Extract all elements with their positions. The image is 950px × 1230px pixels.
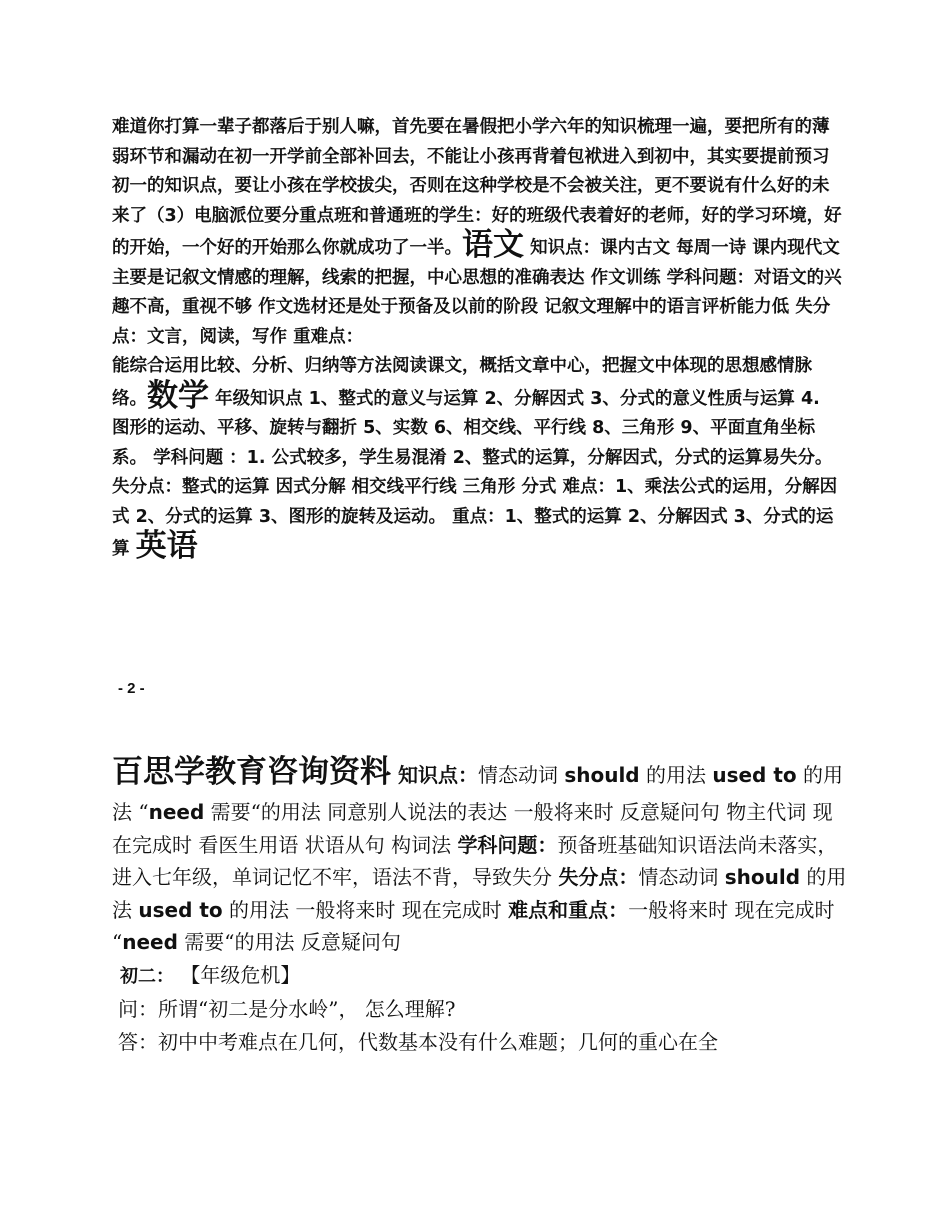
section-english — [112, 748, 847, 1058]
loss-points-text: 的用法 — [112, 865, 847, 922]
knowledge-label: 知识点： — [391, 763, 478, 787]
key-points-text: 需要“的用法 反意疑问句 — [177, 930, 401, 954]
knowledge-text: 的用法 “ — [112, 763, 843, 824]
intro-paragraph: 难道你打算一辈子都落后于别人嘛，首先要在暑假把小学六年的知识梳理一遍，要把所有的薄弱环节和漏动在初一开学前全部补回去，不能让小孩再背着包袱进入到初中，其实要提前预习初一的知识点，要让小孩在学校拔尖，否则在这种学校是不会被关注，更不要说有什么好的未来了（3）电脑派位要分重点班和普通班的学生：好的班级代表着好的老师，好的学习环境，好的开始，一个好的开始那么你就成功了一半。 — [112, 117, 842, 258]
question-line: 问：所谓“初二是分水岭”， 怎么理解? — [118, 997, 456, 1021]
math-text: 年级知识点 1、整式的意义与运算 2、分解因式 3、分式的意义性质与运算 4. 图形的运动、平移、旋转与翻折 5、实数 6、相交线、平行线 8、三角形 9、平面直角坐标系。 学科问题 ：1. 公式较多，学生易混淆 2、整式的运算，分解因式，分式的运算易失分。 失分点：整式的运算 因式分解 相交线平行线 三角形 分式 难点：1、乘法公式的运用，分解因式 2、分式的运算 3、图形的旋转及运动。 重点：1、整式的运算 2、分解因式 3、分式的运算 — [112, 388, 838, 559]
english-heading: 英语 — [135, 528, 198, 564]
knowledge-text: 情态动词 — [477, 763, 565, 787]
loss-points-label: 失分点： — [558, 865, 639, 889]
knowledge-text: 的用法 — [639, 763, 713, 787]
page-number: - 2 - — [118, 680, 145, 697]
loss-points-text: 情态动词 — [638, 865, 725, 889]
term-used-to: used to — [712, 763, 797, 787]
subject-issues-label: 学科问题： — [457, 832, 558, 857]
grade-label: 初二： — [120, 965, 174, 987]
section-chinese-math — [112, 113, 842, 565]
term-should: should — [724, 865, 801, 889]
term-should: should — [564, 763, 640, 787]
math-heading: 数学 — [147, 377, 209, 414]
term-need: need — [148, 800, 205, 824]
chinese-heading: 语文 — [462, 227, 524, 263]
knowledge-text: 需要“的用法 同意别人说法的表达 一般将来时 反意疑问句 物主代词 现在完成时 看医生用语 状语从句 构词法 — [112, 800, 833, 857]
doc-header: 百思学教育咨询资料 — [112, 754, 391, 790]
subject-issues-text: 预备班基础知识语法尚未落实，进入七年级，单词记忆不牢，语法不背，导致失分 — [112, 832, 838, 889]
answer-line: 答：初中中考难点在几何，代数基本没有什么难题；几何的重心在全 — [118, 1029, 718, 1054]
key-points-text: 一般将来时 现在完成时 “ — [112, 897, 835, 954]
chinese-text-2: 能综合运用比较、分析、归纳等方法阅读课文，概括文章中心，把握文中体现的思想感情脉络。 — [112, 356, 812, 409]
term-used-to: used to — [138, 897, 223, 922]
term-need: need — [122, 930, 178, 954]
chinese-text: 知识点：课内古文 每周一诗 课内现代文 主要是记叙文情感的理解，线索的把握，中心思想的准确表达 作文训练 学科问题：对语文的兴趣不高，重视不够 作文选材还是处于预备及以前的阶段 记叙文理解中的语言评析能力低 失分点：文言，阅读，写作 重难点： — [112, 238, 842, 347]
key-points-label: 难点和重点： — [508, 897, 629, 922]
grade-line — [120, 959, 847, 994]
loss-points-text: 的用法 一般将来时 现在完成时 — [222, 897, 509, 922]
grade-value: 【年级危机】 — [174, 962, 301, 987]
